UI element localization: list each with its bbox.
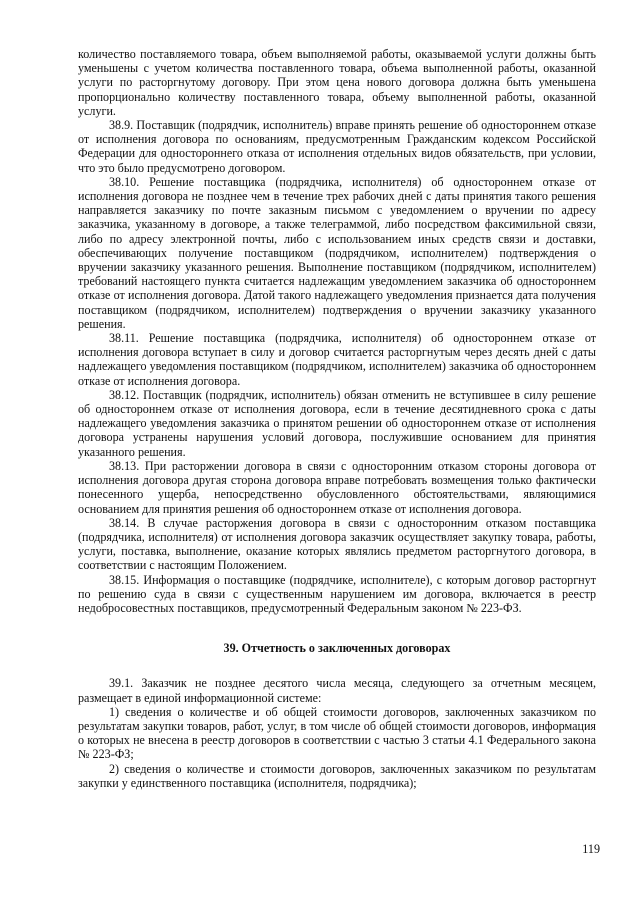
- list-item-2: 2) сведения о количестве и стоимости договоров, заключенных заказчиком по результатам закупки у единственного поставщика (исполнителя, подрядчика);: [78, 761, 596, 790]
- paragraph-continuation: количество поставляемого товара, объем выполняемой работы, оказываемой услуги должны быть уменьшены с учетом количества поставленного товара, объема выполненной работы, оказанной услуги по расторгнутому договору. При этом цена нового договора должна быть уменьшена пропорционально количеству поставленного товара, объему выполненной работы, оказанной услуги.: [78, 47, 596, 118]
- clause-39-1: 39.1. Заказчик не позднее десятого числа месяца, следующего за отчетным месяцем, размещает в единой информационной системе:: [78, 676, 596, 705]
- section-heading: 39. Отчетность о заключенных договорах: [223, 641, 451, 656]
- clause-38-13: 38.13. При расторжении договора в связи с односторонним отказом стороны договора от исполнения договора другая сторона договора вправе потребовать возмещения только фактически понесенного ущерба, непосредственно обусловленного обстоятельствами, являющимися основанием для принятия решения об одностороннем отказе от исполнения договора.: [78, 458, 596, 516]
- list-item-1: 1) сведения о количестве и об общей стоимости договоров, заключенных заказчиком по результатам закупки товаров, работ, услуг, в том числе об общей стоимости договоров, информация о которых не внесена в реестр договоров в соответствии с частью 3 статьи 4.1 Федерального закона № 223-ФЗ;: [78, 704, 596, 762]
- clause-38-12: 38.12. Поставщик (подрядчик, исполнитель) обязан отменить не вступившее в силу решение об одностороннем отказе от исполнения договора, если в течение десятидневного срока с даты надлежащего уведомления заказчика о принятом решении об одностороннем отказе от исполнения договора устранены нарушения условий договора, послужившие основанием для принятия указанного решения.: [78, 387, 596, 459]
- clause-38-10: 38.10. Решение поставщика (подрядчика, исполнителя) об одностороннем отказе от исполнения договора не позднее чем в течение трех рабочих дней с даты принятия такого решения направляется заказчику по почте заказным письмом с уведомлением о вручении по адресу заказчика, указанному в договоре, а также телеграммой, либо посредством факсимильной связи, либо по адресу электронной почты, либо с использованием иных средств связи и доставки, обеспечивающих получение поставщиком (подрядчиком, исполнителем) подтверждения о вручении заказчику указанного решения. Выполнение поставщиком (подрядчиком, исполнителем) требований настоящего пункта считается надлежащим уведомлением заказчика об одностороннем отказе от исполнения договора. Датой такого надлежащего уведомления признается дата получения поставщиком (подрядчиком, исполнителем) подтверждения о вручении заказчику указанного решения.: [78, 174, 596, 331]
- page-number: 119: [582, 842, 600, 856]
- clause-38-11: 38.11. Решение поставщика (подрядчика, исполнителя) об одностороннем отказе от исполнения договора вступает в силу и договор считается расторгнутым через десять дней с даты надлежащего уведомления поставщиком (подрядчиком, исполнителем) заказчика об одностороннем отказе от исполнения договора.: [78, 331, 596, 388]
- clause-38-14: 38.14. В случае расторжения договора в связи с односторонним отказом поставщика (подрядчика, исполнителя) от исполнения договора заказчик осуществляет закупку товара, работы, услуги, поставка, выполнение, оказание которых являлись предметом расторгнутого договора, в соответствии с настоящим Положением.: [78, 515, 596, 573]
- clause-38-9: 38.9. Поставщик (подрядчик, исполнитель) вправе принять решение об одностороннем отказе от исполнения договора по основаниям, предусмотренным Гражданским кодексом Российской Федерации для одностороннего отказа от исполнения отдельных видов обязательств, при условии, что это было предусмотрено договором.: [78, 118, 596, 175]
- clause-38-15: 38.15. Информация о поставщике (подрядчике, исполнителе), с которым договор расторгнут по решению суда в связи с существенным нарушением им договора, включается в реестр недобросовестных поставщиков, предусмотренный Федеральным законом № 223-ФЗ.: [78, 572, 596, 615]
- document-body: [78, 47, 596, 790]
